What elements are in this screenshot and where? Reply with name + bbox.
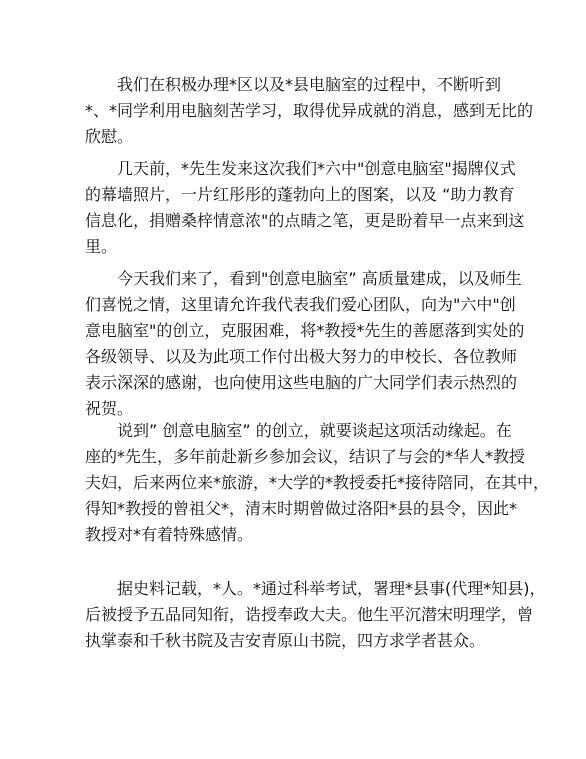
text-line: 的幕墙照片，一片红彤彤的蓬勃向上的图案，以及 “助力教育 bbox=[85, 185, 515, 204]
text-line: 后被授予五品同知衔，诰授奉政大夫。他生平沉潜宋明理学，曾 bbox=[85, 605, 534, 624]
text-line: 表示深深的感谢，也向使用这些电脑的广大同学们表示热烈的 bbox=[85, 373, 518, 392]
text-line: 祝贺。 bbox=[85, 399, 134, 418]
paragraph-4 bbox=[85, 418, 550, 548]
text-line: 执掌泰和千秋书院及吉安青原山书院，四方求学者甚众。 bbox=[85, 631, 486, 650]
text-line: 夫妇，后来两位来*旅游，*大学的*教授委托*接待陪同，在其中， bbox=[85, 473, 550, 492]
text-line: 各级领导、以及为此项工作付出极大努力的申校长、各位教师 bbox=[85, 347, 518, 366]
text-line: 里。 bbox=[85, 237, 118, 256]
text-line: *、*同学利用电脑刻苦学习，取得优异成就的消息，感到无比的 bbox=[85, 101, 534, 120]
text-line: 得知*教授的曾祖父*，清末时期曾做过洛阳*县的县令，因此* bbox=[85, 499, 518, 518]
text-line: 今天我们来了，看到"创意电脑室” 高质量建成，以及师生 bbox=[117, 269, 522, 288]
text-line: 意电脑室"的创立，克服困难，将*教授*先生的善愿落到实处的 bbox=[85, 321, 525, 340]
text-line: 几天前，*先生发来这次我们*六中"创意电脑室"揭牌仪式 bbox=[117, 159, 516, 178]
text-line: 座的*先生，多年前赴新乡参加会议，结识了与会的*华人*教授 bbox=[85, 447, 526, 466]
text-line: 教授对*有着特殊感情。 bbox=[85, 525, 254, 544]
paragraph-3 bbox=[85, 266, 525, 422]
text-line: 欣慰。 bbox=[85, 127, 134, 146]
paragraph-1 bbox=[85, 72, 534, 150]
text-line: 据史料记载，*人。*通过科举考试，署理*县事(代理*知县)， bbox=[117, 579, 546, 598]
text-line: 说到” 创意电脑室” 的创立，就要谈起这项活动缘起。在 bbox=[117, 421, 512, 440]
text-line: 信息化，捐赠桑梓情意浓"的点睛之笔，更是盼着早一点来到这 bbox=[85, 211, 525, 230]
paragraph-5 bbox=[85, 576, 546, 654]
paragraph-2 bbox=[85, 156, 525, 260]
text-line: 我们在积极办理*区以及*县电脑室的过程中，不断听到 bbox=[117, 75, 502, 94]
text-line: 们喜悦之情，这里请允许我代表我们爱心团队，向为"六中"创 bbox=[85, 295, 516, 314]
